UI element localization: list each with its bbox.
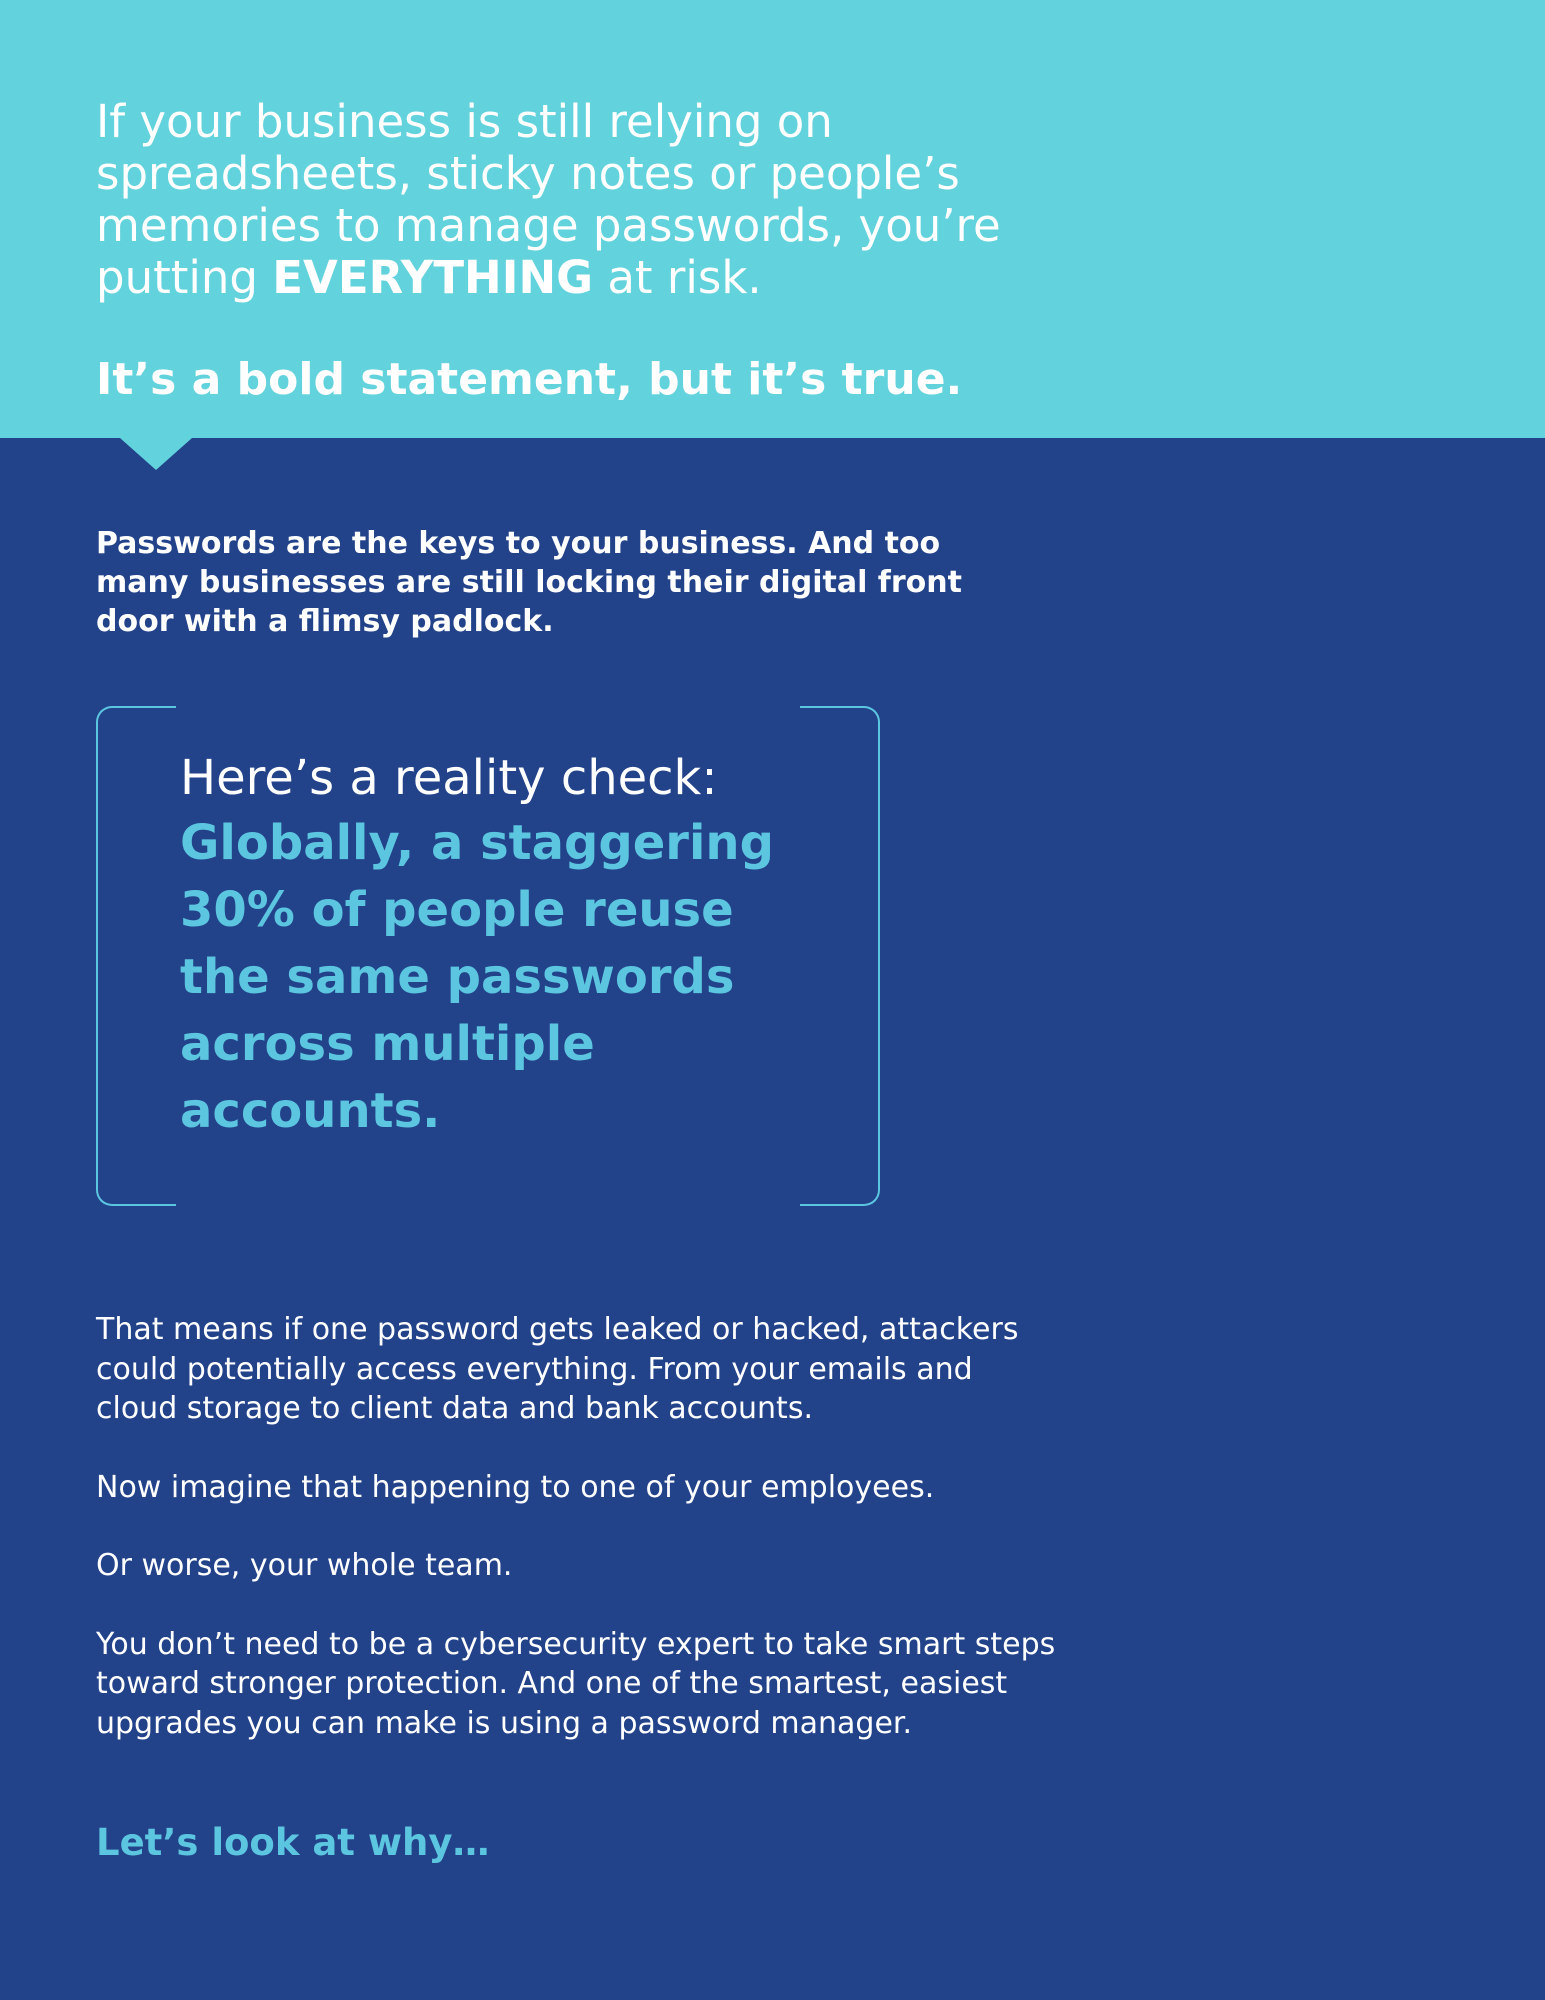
header-pointer (120, 438, 192, 470)
body-paragraph: Now imagine that happening to one of your employees. (96, 1469, 935, 1505)
intro-before: If your business is still relying on spreadsheets, sticky notes or people’s memories to manage passwords, you’re putting (96, 95, 1001, 304)
callout-stat: Globally, a staggering 30% of people reuse the same passwords across multiple accounts. (180, 815, 774, 1139)
body-paragraph: You don’t need to be a cybersecurity expert to take smart steps toward stronger protection. And one of the smartest, easiest upgrades you can make is using a password manager. (96, 1626, 1056, 1741)
intro-emphasis: EVERYTHING (272, 251, 594, 304)
intro-text (96, 96, 1056, 304)
cta-heading: Let’s look at why… (96, 1821, 490, 1864)
body-paragraph: Or worse, your whole team. (96, 1548, 513, 1583)
bold-statement: It’s a bold statement, but it’s true. (96, 354, 963, 405)
intro-after: at risk. (593, 251, 762, 304)
lead-paragraph: Passwords are the keys to your business. And too many businesses are still locking their digital front door with a flimsy padlock. (96, 526, 962, 639)
reality-check-callout (96, 706, 880, 1206)
callout-left-bracket (96, 706, 176, 1206)
body-paragraph: That means if one password gets leaked or hacked, attackers could potentially access everything. From your emails and cloud storage to client data and bank accounts. (96, 1312, 1019, 1426)
callout-text (180, 746, 820, 1145)
callout-lead: Here’s a reality check: (180, 750, 718, 806)
body-copy (96, 1310, 1056, 1782)
